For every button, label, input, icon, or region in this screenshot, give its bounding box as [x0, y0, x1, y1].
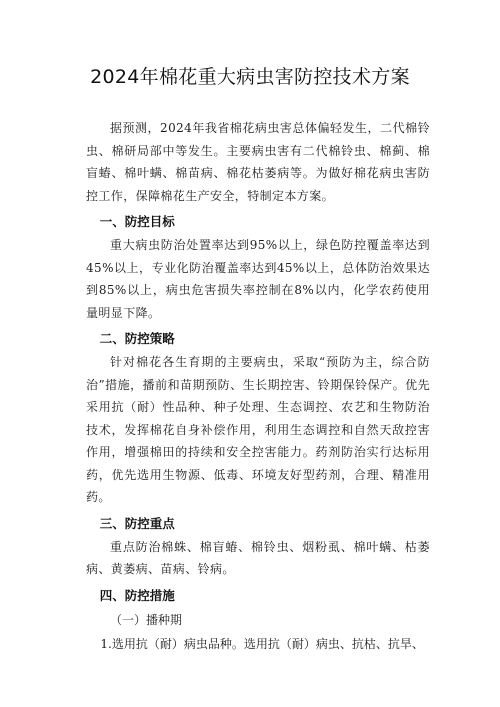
- document-title: 2024年棉花重大病虫害防控技术方案: [90, 66, 410, 88]
- section-text-focus: 重点防治棉蛛、棉盲蝽、棉铃虫、烟粉虱、棉叶螨、枯萎病、黄萎病、苗病、铃病。: [86, 539, 430, 576]
- document-body: [86, 117, 430, 656]
- subsection-heading-sowing: （一）播种期: [110, 612, 183, 627]
- section-heading-goals: 一、防控目标: [99, 214, 175, 229]
- section-heading-measures: 四、防控措施: [99, 587, 175, 603]
- section-heading-strategy: 二、防控策略: [99, 331, 175, 346]
- intro-paragraph: 据预测，2024年我省棉花病虫害总体偏轻发生，二代棉铃虫、棉研局部中等发生。主要病虫害有二代棉铃虫、棉蓟、棉盲蝽、棉叶螨、棉苗病、棉花枯萎病等。为做好棉花病虫害防控工作，保障棉花生产安全，特制定本方案。: [86, 121, 430, 203]
- section-text-goals: 重大病虫防治处置率达到95%以上，绿色防控覆盖率达到45%以上，专业化防治覆盖率达到45%以上，总体防治效果达到85%以上，病虫危害损失率控制在8%以内，化学农药使用量明显下降。: [86, 238, 430, 320]
- section-text-strategy: 针对棉花各生育期的主要病虫，采取“预防为主，综合防治”措施，播前和苗期预防、生长期控害、铃期保铃保产。优先采用抗（耐）性品种、种子处理、生态调控、农艺和生物防治技术，发挥棉花自身补偿作用，利用生态调控和自然天敌控害作用，增强棉田的持续和安全控害能力。药剂防治实行达标用药，优先选用生物源、低毒、环境友好型药剂，合理、精准用药。: [86, 355, 430, 504]
- section-heading-focus: 三、防控重点: [99, 515, 175, 531]
- measure-item-1: 1.选用抗（耐）病虫品种。选用抗（耐）病虫、抗枯、抗旱、: [100, 636, 424, 651]
